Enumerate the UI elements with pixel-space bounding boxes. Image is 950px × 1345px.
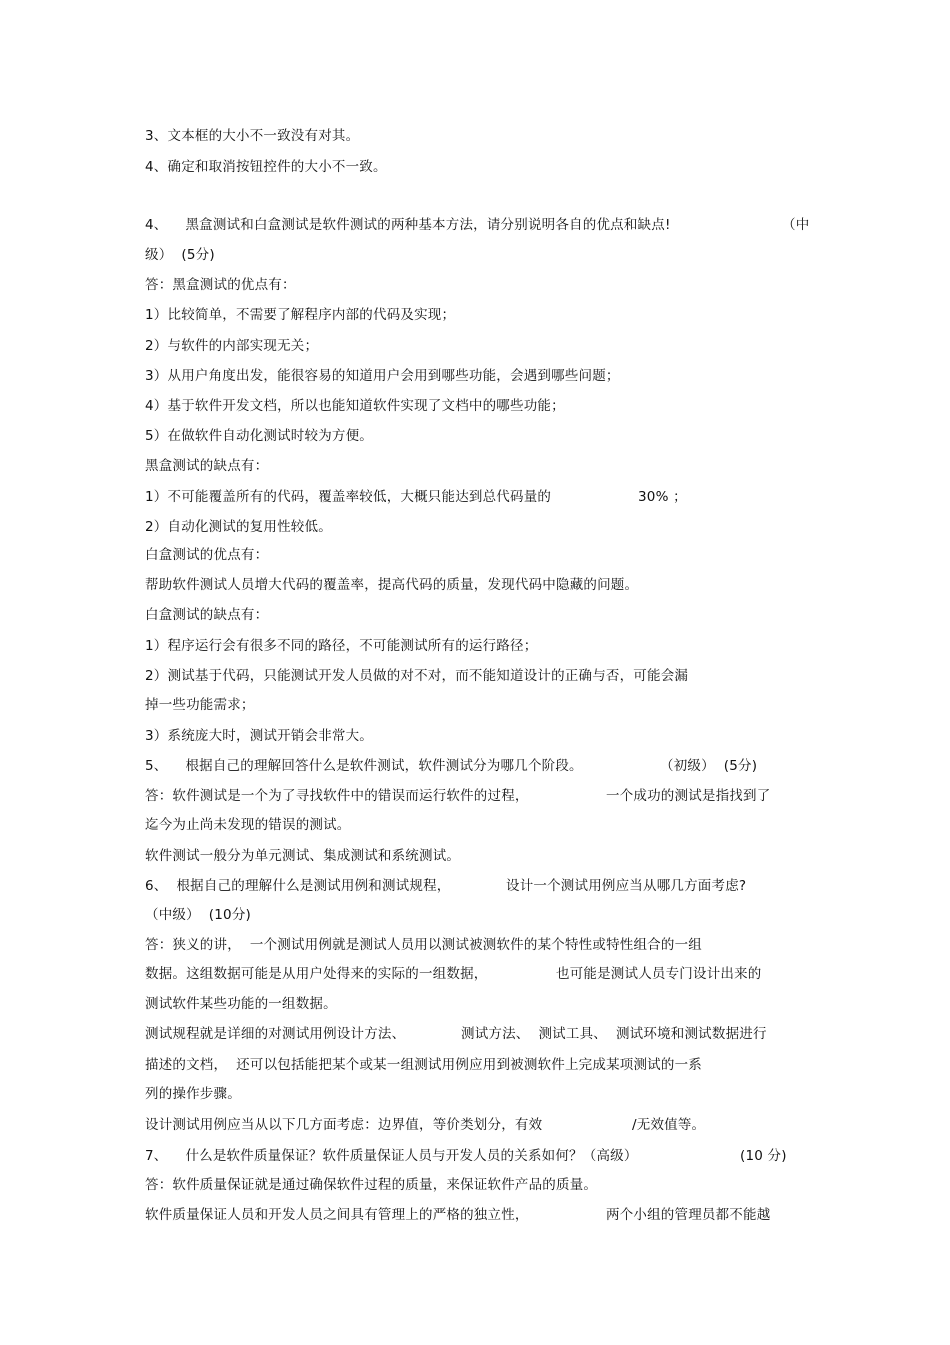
text-segment: 设计一个测试用例应当从哪几方面考虑? (506, 878, 747, 894)
text-segment: 描述的文档， 还可以包括能把某个或某一组测试用例应用到被测软件上完成某项测试的一系 (145, 1057, 702, 1073)
text-line (145, 576, 638, 594)
text-segment: 数据。这组数据可能是从用户处得来的实际的一组数据， (145, 966, 488, 982)
text-segment: 答：黑盒测试的优点有： (145, 277, 296, 293)
text-line (145, 367, 620, 385)
text-segment: 测试软件某些功能的一组数据。 (145, 996, 337, 1012)
text-line (145, 877, 747, 895)
text-line (145, 906, 251, 924)
text-line (145, 965, 762, 983)
text-line (145, 127, 359, 145)
text-line (145, 936, 702, 954)
text-segment: 5、 根据自己的理解回答什么是软件测试，软件测试分为哪几个阶段。 (145, 758, 583, 774)
text-line (145, 847, 460, 865)
text-line (145, 696, 255, 714)
text-segment: （中 (782, 217, 810, 233)
text-line (145, 667, 688, 685)
text-line (145, 1206, 771, 1224)
text-line (145, 276, 296, 294)
text-segment: 30% ； (638, 489, 687, 505)
text-segment: 2）测试基于代码，只能测试开发人员做的对不对，而不能知道设计的正确与否，可能会漏 (145, 668, 689, 684)
text-line (145, 727, 373, 745)
text-segment: 软件测试一般分为单元测试、集成测试和系统测试。 (145, 848, 461, 864)
text-segment: 测试方法、 测试工具、 测试环境和测试数据进行 (461, 1026, 767, 1042)
text-line (145, 337, 318, 355)
text-segment: 两个小组的管理员都不能越 (606, 1207, 771, 1223)
text-line (145, 1056, 702, 1074)
text-segment: 3、文本框的大小不一致没有对其。 (145, 128, 360, 144)
text-segment: 答：狭义的讲， 一个测试用例就是测试人员用以测试被测软件的某个特性或特性组合的一组 (145, 937, 702, 953)
text-segment: 白盒测试的优点有： (145, 547, 269, 563)
text-segment: 2）与软件的内部实现无关； (145, 338, 319, 354)
text-segment: 级） (5分) (145, 247, 215, 263)
text-line (145, 546, 268, 564)
text-line (145, 457, 268, 475)
text-segment: 3）从用户角度出发，能很容易的知道用户会用到哪些功能，会遇到哪些问题； (145, 368, 620, 384)
text-segment: 1）程序运行会有很多不同的路径，不可能测试所有的运行路径； (145, 638, 538, 654)
text-segment: 帮助软件测试人员增大代码的覆盖率，提高代码的质量，发现代码中隐藏的问题。 (145, 577, 639, 593)
text-segment: 一个成功的测试是指找到了 (606, 788, 771, 804)
text-line (145, 246, 215, 264)
text-segment: 列的操作步骤。 (145, 1086, 241, 1102)
text-segment: 测试规程就是详细的对测试用例设计方法、 (145, 1026, 406, 1042)
text-line (145, 787, 771, 805)
text-segment: 4）基于软件开发文档，所以也能知道软件实现了文档中的哪些功能； (145, 398, 565, 414)
text-segment: 迄今为止尚未发现的错误的测试。 (145, 817, 351, 833)
text-segment: /无效值等。 (632, 1117, 706, 1133)
text-segment: 答：软件质量保证就是通过确保软件过程的质量，来保证软件产品的质量。 (145, 1177, 598, 1193)
text-line (145, 216, 810, 234)
text-segment: 7、 什么是软件质量保证？软件质量保证人员与开发人员的关系如何？（高级） (145, 1148, 638, 1164)
text-line (145, 995, 337, 1013)
text-line (145, 1085, 241, 1103)
text-line (145, 518, 332, 536)
text-segment: 1）比较简单，不需要了解程序内部的代码及实现； (145, 307, 456, 323)
text-segment: 5）在做软件自动化测试时较为方便。 (145, 428, 373, 444)
text-line (145, 816, 351, 834)
text-line (145, 1176, 597, 1194)
text-segment: 1）不可能覆盖所有的代码，覆盖率较低，大概只能达到总代码量的 (145, 489, 552, 505)
text-line (145, 1116, 706, 1134)
text-line (145, 757, 758, 775)
text-segment: 也可能是测试人员专门设计出来的 (556, 966, 762, 982)
text-line (145, 427, 373, 445)
text-line (145, 488, 687, 506)
text-segment: （中级） (10分) (145, 907, 251, 923)
text-segment: 3）系统庞大时，测试开销会非常大。 (145, 728, 373, 744)
text-line (145, 306, 455, 324)
text-segment: 白盒测试的缺点有： (145, 607, 269, 623)
text-segment: （初级） (5分) (660, 758, 758, 774)
text-segment: 设计测试用例应当从以下几方面考虑：边界值，等价类划分，有效 (145, 1117, 543, 1133)
text-segment: 2）自动化测试的复用性较低。 (145, 519, 332, 535)
text-segment: 掉一些功能需求； (145, 697, 255, 713)
text-line (145, 606, 268, 624)
text-segment: 黑盒测试的缺点有： (145, 458, 269, 474)
text-segment: (10 分) (740, 1148, 787, 1164)
text-line (145, 397, 565, 415)
text-segment: 软件质量保证人员和开发人员之间具有管理上的严格的独立性， (145, 1207, 529, 1223)
text-segment: 4、 黑盒测试和白盒测试是软件测试的两种基本方法，请分别说明各自的优点和缺点! (145, 217, 671, 233)
text-line (145, 637, 537, 655)
text-line (145, 158, 387, 176)
text-segment: 4、确定和取消按钮控件的大小不一致。 (145, 159, 387, 175)
text-line (145, 1025, 767, 1043)
text-segment: 6、 根据自己的理解什么是测试用例和测试规程， (145, 878, 451, 894)
text-line (145, 1147, 787, 1165)
text-segment: 答：软件测试是一个为了寻找软件中的错误而运行软件的过程， (145, 788, 529, 804)
